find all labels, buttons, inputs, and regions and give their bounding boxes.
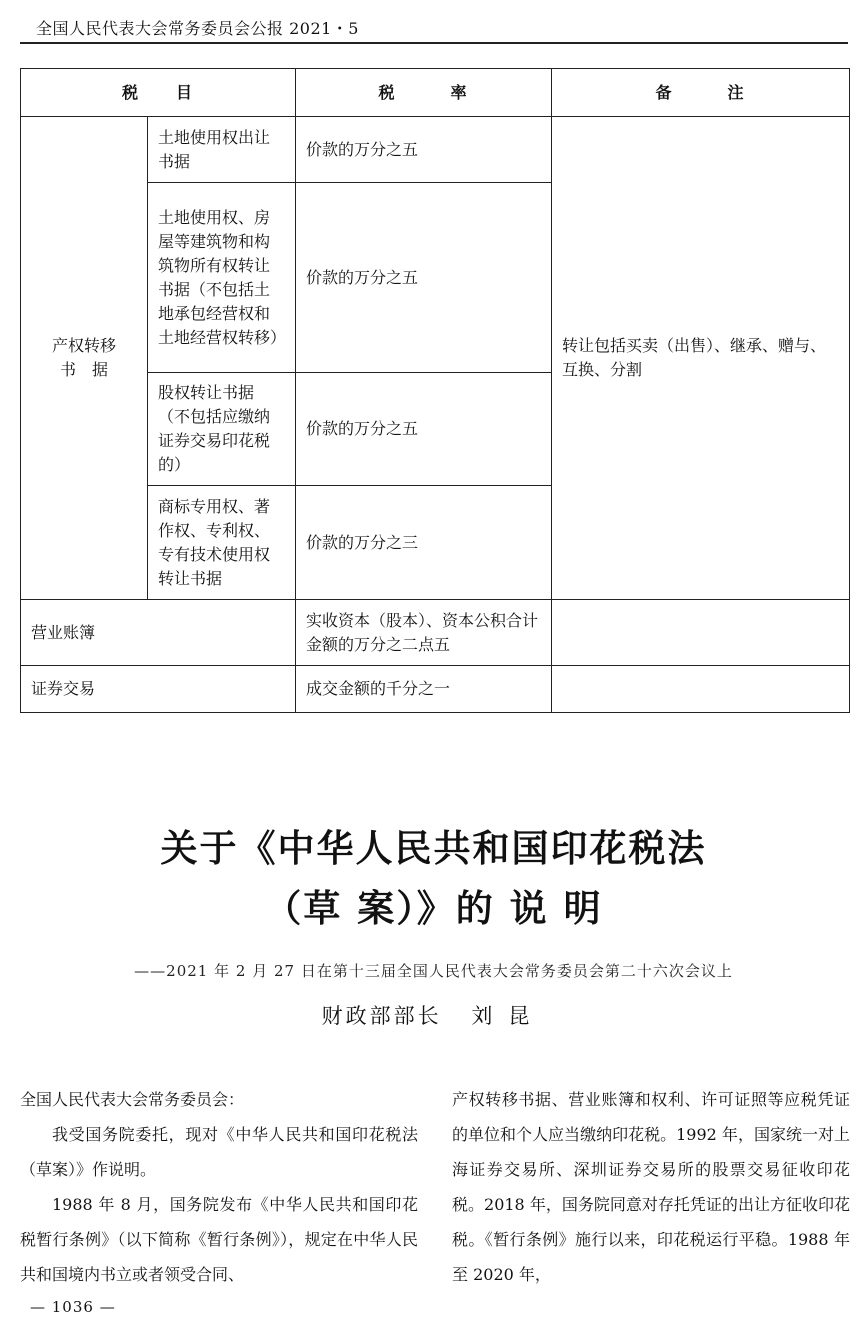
table-header-row (21, 69, 850, 117)
body-column-right (452, 1082, 850, 1292)
paragraph-2-start: 1988 年 8 月，国务院发布《中华人民共和国印花税暂行条例》（以下简称《暂行条例》），规定在中华人民共和国境内书立或者领受合同、 (20, 1195, 418, 1284)
paragraph-2-continued: 产权转移书据、营业账簿和权利、许可证照等应税凭证的单位和个人应当缴纳印花税。1992 年，国家统一对上海证券交易所、深圳证券交易所的股票交易征收印花税。2018 年，国务院同意对存托凭证的出让方征收印花税。《暂行条例》施行以来，印花税运行平稳。1988 年至 2020 年， (452, 1090, 850, 1284)
table-row (21, 117, 850, 183)
rate-cell: 实收资本（股本）、资本公积合计金额的万分之二点五 (296, 600, 552, 666)
speaker-name: 刘昆 (471, 1004, 546, 1028)
item-cell: 证券交易 (21, 666, 296, 713)
header-item: 税 目 (21, 69, 296, 117)
header-note: 备 注 (552, 69, 850, 117)
speaker-title: 财政部部长 (321, 1004, 442, 1028)
header-rate: 税 率 (296, 69, 552, 117)
note-cell (552, 600, 850, 666)
speaker-line (0, 1000, 867, 1030)
body-column-left (20, 1082, 418, 1292)
property-group-label (21, 117, 148, 600)
rate-cell: 价款的万分之五 (296, 117, 552, 183)
item-cell: 商标专用权、著作权、专利权、专有技术使用权转让书据 (148, 486, 296, 600)
paragraph-1: 我受国务院委托，现对《中华人民共和国印花税法（草案）》作说明。 (20, 1125, 418, 1179)
rate-cell: 价款的万分之五 (296, 183, 552, 373)
rate-cell: 价款的万分之三 (296, 486, 552, 600)
note-cell (552, 666, 850, 713)
item-cell: 股权转让书据（不包括应缴纳证券交易印花税的） (148, 373, 296, 486)
running-header (20, 12, 848, 44)
header-text: 全国人民代表大会常务委员会公报 2021・5 (36, 19, 359, 38)
article-title-line1: 关于《中华人民共和国印花税法 (160, 827, 707, 870)
item-cell: 营业账簿 (21, 600, 296, 666)
salutation: 全国人民代表大会常务委员会： (20, 1090, 245, 1109)
property-group-label-text: 产权转移书 据 (51, 336, 116, 379)
item-cell: 土地使用权出让书据 (148, 117, 296, 183)
property-group-note: 转让包括买卖（出售）、继承、赠与、互换、分割 (552, 117, 850, 600)
article-subtitle: ——2021 年 2 月 27 日在第十三届全国人民代表大会常务委员会第二十六次会议上 (134, 962, 733, 980)
tax-rate-table (20, 68, 850, 713)
rate-cell: 价款的万分之五 (296, 373, 552, 486)
rate-cell: 成交金额的千分之一 (296, 666, 552, 713)
table-row (21, 666, 850, 713)
page-number: — 1036 — (30, 1298, 116, 1316)
item-cell: 土地使用权、房屋等建筑物和构筑物所有权转让书据（不包括土地承包经营权和土地经营权转移） (148, 183, 296, 373)
table-row (21, 600, 850, 666)
article-title-line2: （草 案）》的 说 明 (264, 887, 603, 930)
